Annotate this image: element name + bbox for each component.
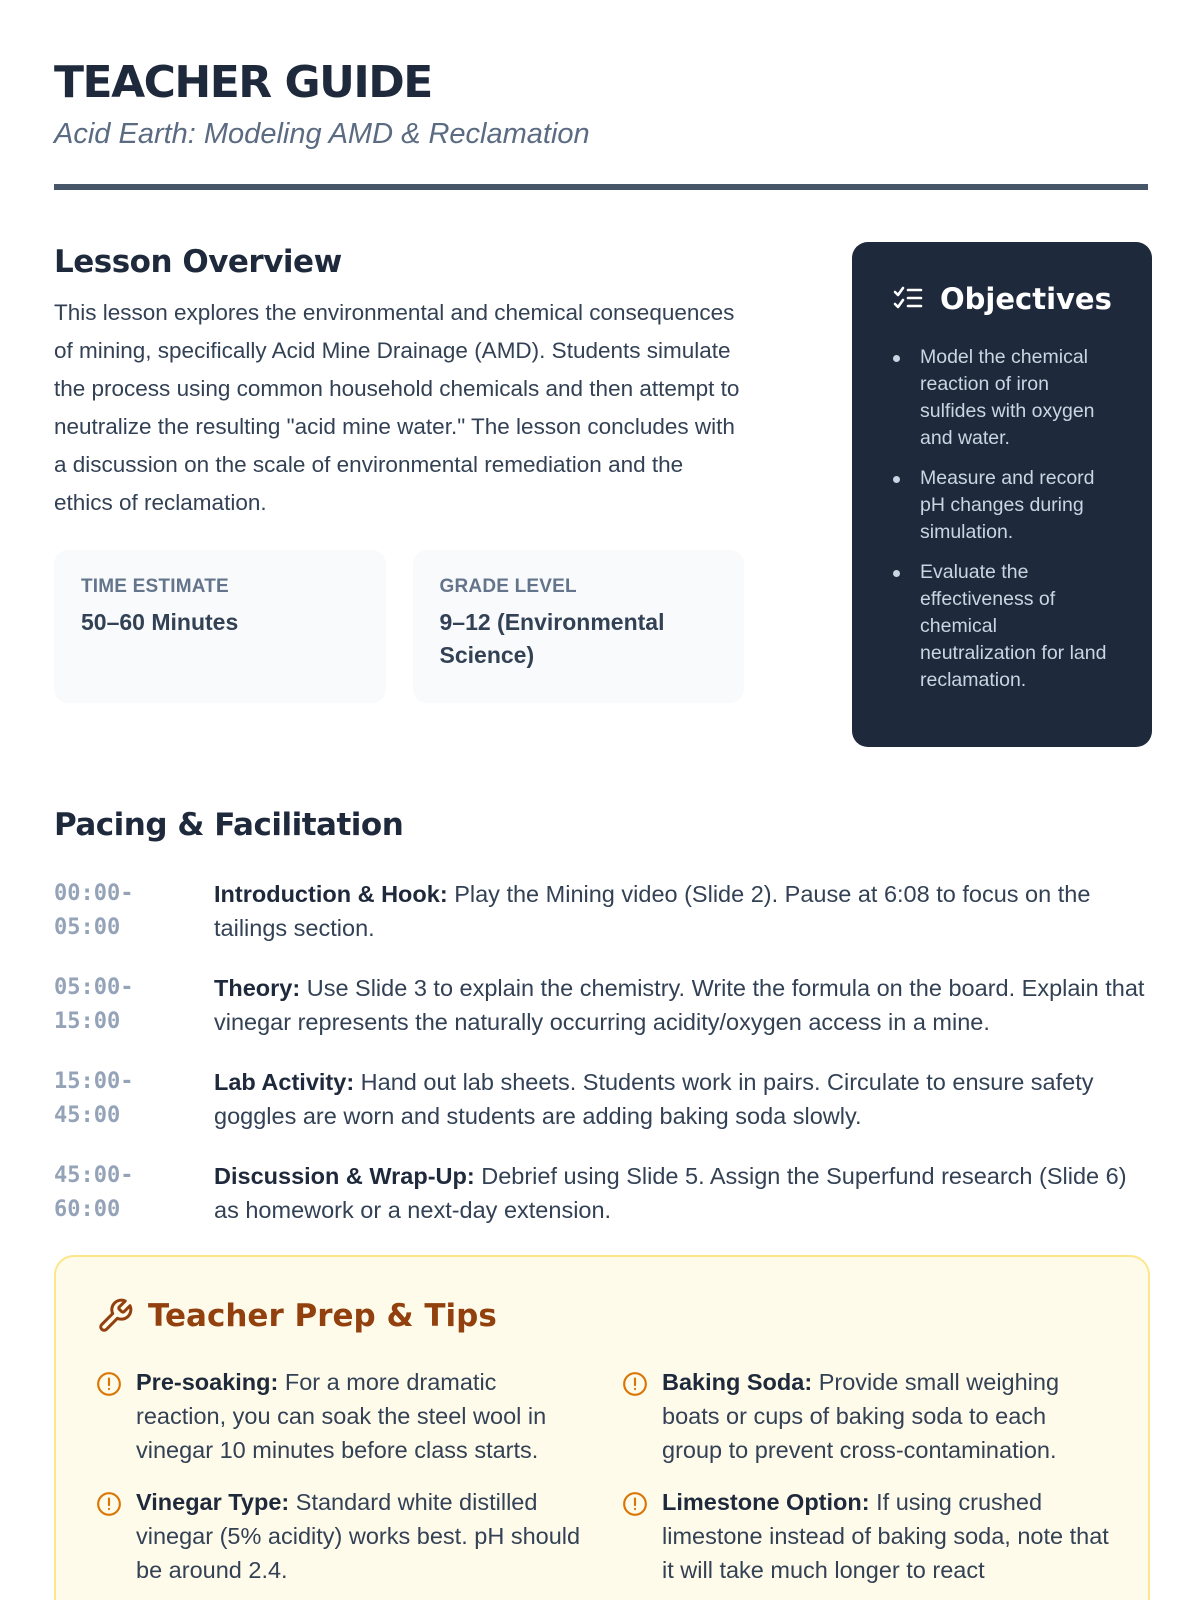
pacing-label: Lab Activity: <box>214 1069 355 1095</box>
pacing-label: Theory: <box>214 975 301 1001</box>
pacing-item <box>54 1065 1154 1133</box>
tips-grid <box>96 1365 1108 1600</box>
alert-circle-icon <box>96 1491 122 1517</box>
alert-circle-icon <box>96 1371 122 1397</box>
time-end: 60:00 <box>54 1197 121 1222</box>
pacing-item <box>54 971 1154 1039</box>
time-start: 05:00- <box>54 975 134 1000</box>
tip-item <box>622 1485 1122 1587</box>
time-estimate-card <box>54 550 386 703</box>
pacing-item <box>54 1159 1154 1227</box>
tip-label: Baking Soda: <box>662 1369 813 1395</box>
tip-body: Standard white distilled vinegar (5% acidity) works best. pH should be around 2.4. <box>136 1489 581 1583</box>
pacing-text: Hand out lab sheets. Students work in pairs. Circulate to ensure safety goggles are worn and students are adding baking soda slowly. <box>214 1069 1094 1129</box>
pacing-description <box>214 971 1154 1039</box>
time-start: 15:00- <box>54 1069 134 1094</box>
tip-label: Pre-soaking: <box>136 1369 279 1395</box>
tip-text <box>136 1485 586 1587</box>
objective-item: Measure and record pH changes during simulation. <box>892 465 1112 546</box>
overview-text: This lesson explores the environmental and chemical consequences of mining, specifically Acid Mine Drainage (AMD). Students simulate the process using common household chemicals and then attempt to neutralize the resulting "acid mine water." The lesson concludes with a discussion on the scale of environmental remediation and the ethics of reclamation. <box>54 300 740 515</box>
tip-label: Vinegar Type: <box>136 1489 290 1515</box>
tip-item <box>96 1485 622 1587</box>
tip-label: Limestone Option: <box>662 1489 870 1515</box>
pacing-list <box>54 877 1152 1227</box>
pacing-label: Introduction & Hook: <box>214 881 448 907</box>
grade-level-card <box>413 550 745 703</box>
pacing-description <box>214 1065 1154 1133</box>
prep-title: Teacher Prep & Tips <box>148 1298 497 1334</box>
pacing-time <box>54 971 214 1039</box>
page-header <box>54 0 1152 190</box>
objectives-title: Objectives <box>940 282 1112 316</box>
pacing-item <box>54 877 1154 945</box>
tip-body: Provide small weighing boats or cups of baking soda to each group to prevent cross-contamination. <box>662 1369 1060 1463</box>
tip-body: If using crushed limestone instead of baking soda, note that it will take much longer to react <box>662 1489 1109 1583</box>
stat-value: 50–60 Minutes <box>81 609 239 635</box>
pacing-time <box>54 1159 214 1227</box>
tip-body: For a more dramatic reaction, you can soak the steel wool in vinegar 10 minutes before class starts. <box>136 1369 547 1463</box>
time-end: 45:00 <box>54 1103 121 1128</box>
overview-row <box>54 242 1152 747</box>
time-end: 05:00 <box>54 915 121 940</box>
stat-value: 9–12 (Environmental Science) <box>439 609 665 668</box>
page-title: TEACHER GUIDE <box>54 57 432 108</box>
lesson-overview <box>54 242 744 747</box>
pacing-section <box>54 805 1152 1227</box>
pacing-description <box>214 877 1154 945</box>
pacing-description <box>214 1159 1154 1227</box>
pacing-text: Use Slide 3 to explain the chemistry. Write the formula on the board. Explain that vinegar represents the naturally occurring acidity/oxygen access in a mine. <box>214 975 1145 1035</box>
stat-label: GRADE LEVEL <box>439 576 577 597</box>
pacing-heading: Pacing & Facilitation <box>54 807 404 843</box>
tip-item <box>622 1365 1122 1467</box>
objectives-list <box>892 344 1112 694</box>
stat-cards <box>54 550 744 703</box>
objectives-panel <box>852 242 1152 747</box>
tip-text <box>662 1365 1112 1467</box>
overview-heading: Lesson Overview <box>54 244 342 280</box>
objective-item: Evaluate the effectiveness of chemical neutralization for land reclamation. <box>892 559 1112 694</box>
prep-header <box>96 1297 1108 1335</box>
pacing-text: Play the Mining video (Slide 2). Pause at 6:08 to focus on the tailings section. <box>214 881 1091 941</box>
objective-item: Model the chemical reaction of iron sulfides with oxygen and water. <box>892 344 1112 452</box>
alert-circle-icon <box>622 1371 648 1397</box>
objectives-header <box>892 282 1112 316</box>
pacing-label: Discussion & Wrap-Up: <box>214 1163 475 1189</box>
header-divider <box>54 184 1148 190</box>
time-start: 00:00- <box>54 881 134 906</box>
pacing-time <box>54 877 214 945</box>
wrench-icon <box>96 1297 134 1335</box>
checklist-icon <box>892 283 924 315</box>
tip-text <box>662 1485 1112 1587</box>
tip-text <box>136 1365 586 1467</box>
page-subtitle: Acid Earth: Modeling AMD & Reclamation <box>54 118 590 150</box>
alert-circle-icon <box>622 1491 648 1517</box>
time-start: 45:00- <box>54 1163 134 1188</box>
time-end: 15:00 <box>54 1009 121 1034</box>
teacher-prep-panel <box>54 1255 1150 1600</box>
pacing-time <box>54 1065 214 1133</box>
stat-label: TIME ESTIMATE <box>81 576 229 597</box>
tip-item <box>96 1365 622 1467</box>
pacing-text: Debrief using Slide 5. Assign the Superfund research (Slide 6) as homework or a next-day extension. <box>214 1163 1127 1223</box>
